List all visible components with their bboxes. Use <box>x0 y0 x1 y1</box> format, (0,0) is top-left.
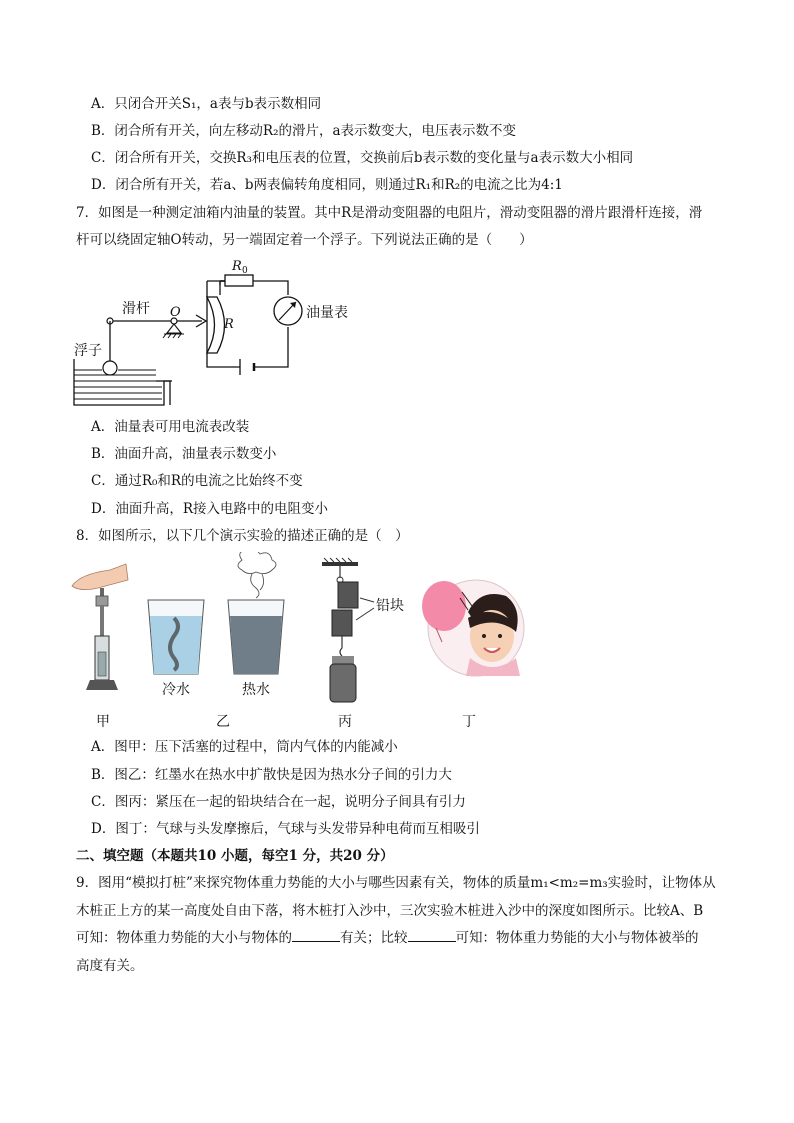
demo-experiments-figure <box>70 552 540 732</box>
q8-option-b: B．图乙：红墨水在热水中扩散快是因为热水分子间的引力大 <box>91 767 452 783</box>
girl-balloon-photo <box>422 580 524 676</box>
q8-option-d: D．图丁：气球与头发摩擦后，气球与头发带异种电荷而互相吸引 <box>91 821 480 837</box>
label-ding: 丁 <box>462 714 476 730</box>
cold-water-label: 冷水 <box>162 682 190 698</box>
answer-blank-2[interactable] <box>408 929 456 942</box>
hand-icon <box>72 564 128 590</box>
q7-option-b: B．油面升高，油量表示数变小 <box>91 446 277 462</box>
answer-blank-1[interactable] <box>292 929 340 942</box>
q7-option-d: D．油面升高，R接入电路中的电阻变小 <box>91 501 328 517</box>
q6-option-b: B．闭合所有开关，向左移动R₂的滑片，a表示数变大，电压表示数不变 <box>91 123 517 139</box>
oil-tank <box>74 359 164 405</box>
q7-stem-line2: 杆可以绕固定轴O转动，另一端固定着一个浮子。下列说法正确的是（ ） <box>76 232 533 248</box>
oil-meter-label: 油量表 <box>306 305 348 321</box>
q8-option-a: A．图甲：压下活塞的过程中，筒内气体的内能减小 <box>91 739 398 755</box>
float-label: 浮子 <box>74 343 102 359</box>
resistor-r0 <box>225 275 253 286</box>
r-label: R <box>224 317 234 332</box>
lead-block-bottom <box>332 610 352 636</box>
oil-gauge-circuit-figure <box>70 255 370 413</box>
slider-label: 滑杆 <box>122 301 150 317</box>
variable-resistor-r <box>207 297 225 353</box>
q7-option-c: C．通过R₀和R的电流之比始终不变 <box>91 473 303 489</box>
hot-water-label: 热水 <box>242 682 270 698</box>
lead-blocks <box>322 558 374 702</box>
q7-stem-line1: 7．如图是一种测定油箱内油量的装置。其中R是滑动变阻器的电阻片，滑动变阻器的滑片跟滑杆连接，滑 <box>76 205 703 221</box>
q9-line1: 9．图用“模拟打桩”来探究物体重力势能的大小与哪些因素有关，物体的质量m₁<m₂=m₃实验时，让物体从 <box>76 875 716 891</box>
q6-option-c: C．闭合所有开关，交换R₃和电压表的位置，交换前后b表示数的变化量与a表示数大小相同 <box>91 150 634 166</box>
air-compression-pump <box>72 564 128 690</box>
float-icon <box>103 361 117 375</box>
pivot-label: O <box>170 305 181 320</box>
hot-water-cup <box>228 552 284 674</box>
q8-option-c: C．图丙：紧压在一起的铅块结合在一起，说明分子间具有引力 <box>91 794 466 810</box>
section-title: 二、填空题（本题共10 小题，每空1 分，共20 分） <box>76 848 394 864</box>
q9-line4: 高度有关。 <box>76 958 144 974</box>
r0-label-subscript: 0 <box>242 266 248 276</box>
cold-water-cup <box>148 600 204 674</box>
q6-option-a: A．只闭合开关S₁，a表与b表示数相同 <box>91 96 322 112</box>
label-jia: 甲 <box>96 714 110 730</box>
label-yi: 乙 <box>216 714 230 730</box>
q9-line3-part-c: 可知：物体重力势能的大小与物体被举的 <box>455 930 699 946</box>
oil-surface-lines <box>74 370 162 399</box>
q9-line3-part-b: 有关；比较 <box>340 930 408 946</box>
lead-block-top <box>338 582 358 608</box>
q7-option-a: A．油量表可用电流表改装 <box>91 419 250 435</box>
balloon-icon <box>422 581 466 631</box>
q6-option-d: D．闭合所有开关，若a、b两表偏转角度相同，则通过R₁和R₂的电流之比为4:1 <box>91 177 563 193</box>
q9-line3 <box>76 929 699 947</box>
q9-line3-part-a: 可知：物体重力势能的大小与物体的 <box>76 930 292 946</box>
steam-icon <box>238 552 276 574</box>
label-bing: 丙 <box>338 714 352 730</box>
r0-label: R <box>232 259 242 274</box>
lead-block-label: 铅块 <box>376 598 404 614</box>
q9-line2: 木桩正上方的某一高度处自由下落，将木桩打入沙中，三次实验木桩进入沙中的深度如图所示。比较A、B <box>76 903 704 919</box>
hanging-weight <box>330 664 356 702</box>
q8-stem: 8．如图所示，以下几个演示实验的描述正确的是（ ） <box>76 528 409 544</box>
